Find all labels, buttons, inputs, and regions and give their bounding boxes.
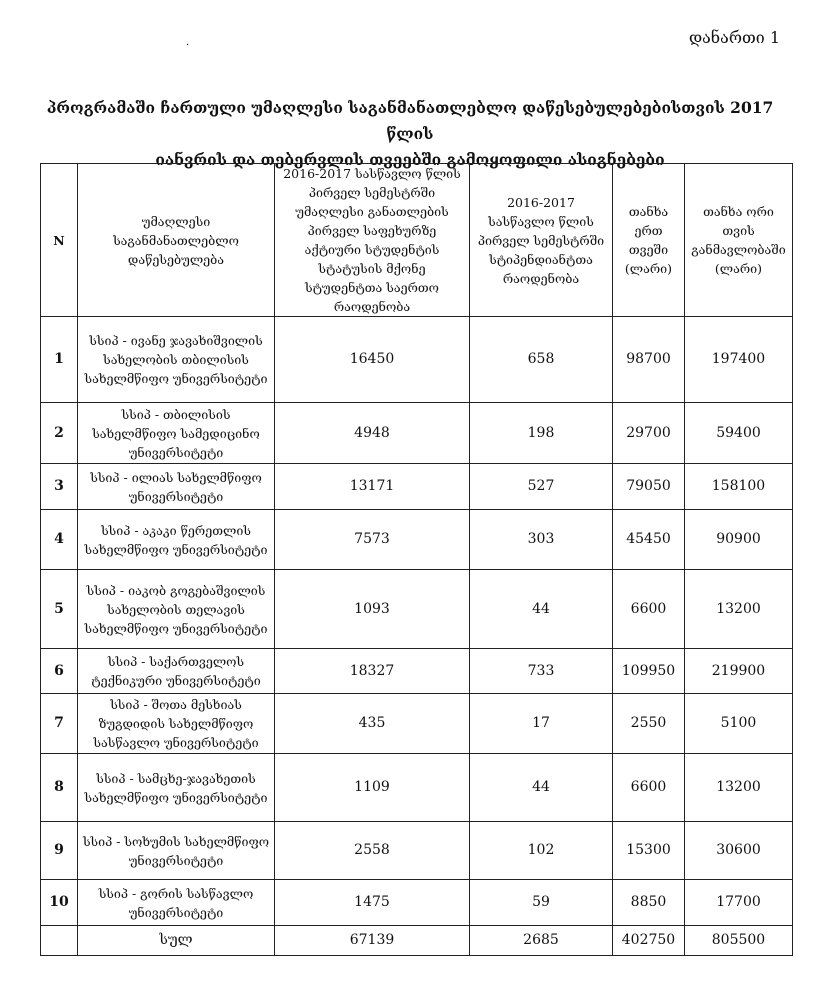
annex-label: დანართი 1 [688,28,780,47]
scholars-count: 44 [470,754,613,822]
month-amount: 79050 [613,464,685,510]
institution-name: სსიპ - ილიას სახელმწიფო უნივერსიტეტი [78,464,275,510]
students-count: 7573 [275,510,470,570]
title-line-1: პროგრამაში ჩართული უმაღლესი საგანმანათლებლო დაწესებულებებისთვის 2017 წლის [46,98,774,143]
scholars-count: 303 [470,510,613,570]
institution-name: სსიპ - შოთა მესხიას ზუგდიდის სახელმწიფო სასწავლო უნივერსიტეტი [78,694,275,754]
two-month-amount: 197400 [685,317,793,403]
students-count: 16450 [275,317,470,403]
row-number: 9 [41,822,78,880]
header-row [41,164,793,317]
stray-mark: · [186,40,190,51]
scholars-count: 44 [470,570,613,649]
table-row [41,880,793,926]
row-number: 4 [41,510,78,570]
row-number: 8 [41,754,78,822]
two-month-amount: 5100 [685,694,793,754]
students-count: 13171 [275,464,470,510]
institution-name: სსიპ - თბილისის სახელმწიფო სამედიცინო უნივერსიტეტი [78,403,275,464]
scholars-count: 102 [470,822,613,880]
two-month-amount: 59400 [685,403,793,464]
scholars-count: 527 [470,464,613,510]
table-row [41,694,793,754]
institution-name: სსიპ - იაკობ გოგებაშვილის სახელობის თელავის სახელმწიფო უნივერსიტეტი [78,570,275,649]
students-count: 1109 [275,754,470,822]
scholars-count: 658 [470,317,613,403]
two-month-amount: 90900 [685,510,793,570]
institution-name: სსიპ - აკაკი წერეთლის სახელმწიფო უნივერსიტეტი [78,510,275,570]
total-students: 67139 [275,926,470,956]
header-n: N [41,164,78,317]
month-amount: 29700 [613,403,685,464]
institution-name: სსიპ - სამცხე-ჯავახეთის სახელმწიფო უნივერსიტეტი [78,754,275,822]
students-count: 18327 [275,649,470,694]
total-scholars: 2685 [470,926,613,956]
institution-name: სსიპ - სოხუმის სახელმწიფო უნივერსიტეტი [78,822,275,880]
students-count: 435 [275,694,470,754]
header-scholars: 2016-2017 სასწავლო წლის პირველ სემესტრში სტიპენდიანტთა რაოდენობა [470,164,613,317]
row-number: 2 [41,403,78,464]
total-blank-cell [41,926,78,956]
title-line-2: იანვრის და თებერვლის თვეებში გამოყოფილი ასიგნებები [155,150,665,169]
month-amount: 6600 [613,570,685,649]
row-number: 5 [41,570,78,649]
table-row [41,570,793,649]
allocations-table [40,163,793,956]
document-title [30,95,790,173]
scholars-count: 17 [470,694,613,754]
institution-name: სსიპ - ივანე ჯავახიშვილის სახელობის თბილისის სახელმწიფო უნივერსიტეტი [78,317,275,403]
institution-name: სსიპ - საქართველოს ტექნიკური უნივერსიტეტი [78,649,275,694]
table-row [41,510,793,570]
header-two-months: თანხა ორი თვის განმავლობაში (ლარი) [685,164,793,317]
row-number: 7 [41,694,78,754]
institution-name: სსიპ - გორის სასწავლო უნივერსიტეტი [78,880,275,926]
two-month-amount: 17700 [685,880,793,926]
month-amount: 45450 [613,510,685,570]
table-row [41,317,793,403]
row-number: 1 [41,317,78,403]
total-two-months: 805500 [685,926,793,956]
students-count: 2558 [275,822,470,880]
scholars-count: 59 [470,880,613,926]
scholars-count: 733 [470,649,613,694]
students-count: 1093 [275,570,470,649]
total-month: 402750 [613,926,685,956]
total-label: სულ [78,926,275,956]
total-row [41,926,793,956]
month-amount: 15300 [613,822,685,880]
row-number: 6 [41,649,78,694]
scholars-count: 198 [470,403,613,464]
row-number: 3 [41,464,78,510]
two-month-amount: 13200 [685,754,793,822]
month-amount: 98700 [613,317,685,403]
header-students: 2016-2017 სასწავლო წლის პირველ სემესტრში უმაღლესი განათლების პირველ საფეხურზე აქტიური სტუდენტის სტატუსის მქონე სტუდენტთა საერთო რაოდენობა [275,164,470,317]
two-month-amount: 13200 [685,570,793,649]
table-row [41,822,793,880]
two-month-amount: 219900 [685,649,793,694]
header-month: თანხა ერთ თვეში (ლარი) [613,164,685,317]
two-month-amount: 158100 [685,464,793,510]
header-institution: უმაღლესი საგანმანათლებლო დაწესებულება [78,164,275,317]
month-amount: 6600 [613,754,685,822]
students-count: 1475 [275,880,470,926]
month-amount: 8850 [613,880,685,926]
table-row [41,464,793,510]
month-amount: 2550 [613,694,685,754]
month-amount: 109950 [613,649,685,694]
row-number: 10 [41,880,78,926]
two-month-amount: 30600 [685,822,793,880]
table-row [41,754,793,822]
students-count: 4948 [275,403,470,464]
table-row [41,403,793,464]
table-row [41,649,793,694]
